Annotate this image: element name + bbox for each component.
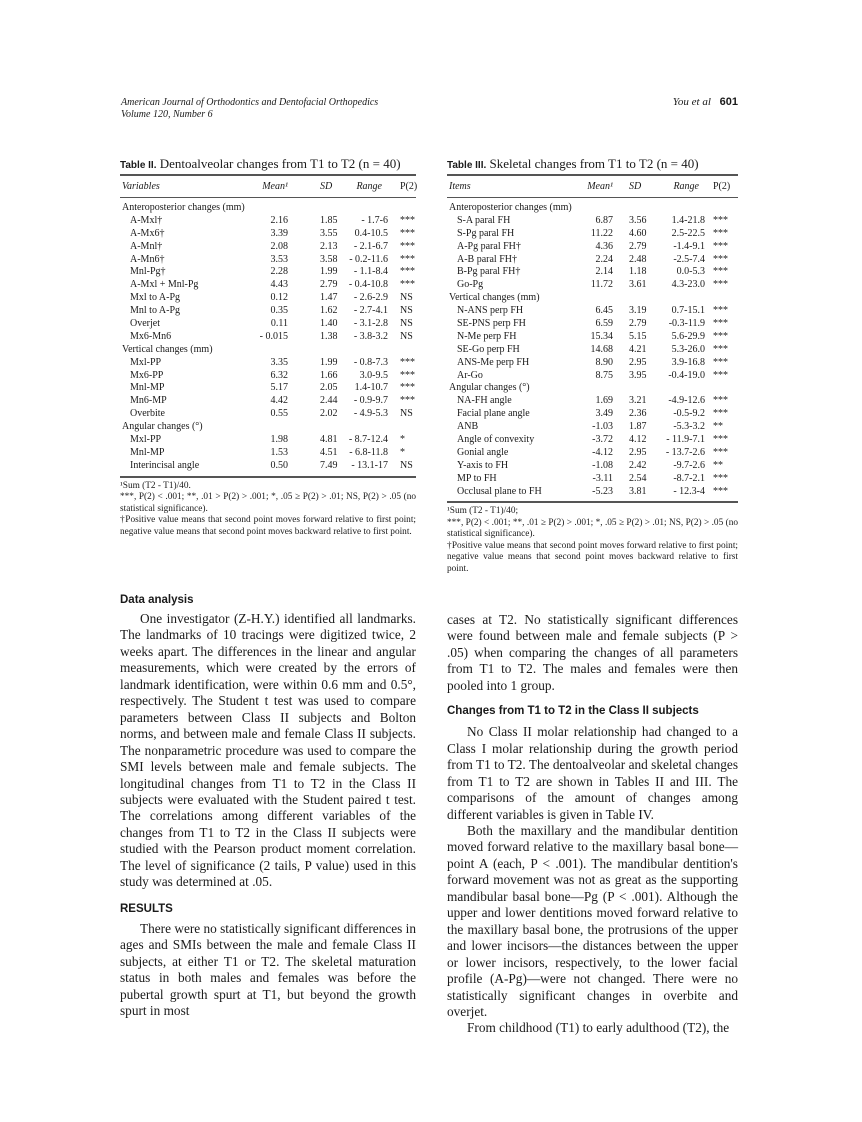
authors: You et al: [672, 96, 711, 108]
table-row: [120, 266, 416, 279]
table-section-row: [120, 421, 416, 434]
sd-value: 1.40: [320, 318, 338, 330]
p-value: NS: [400, 305, 413, 317]
section-label: Anteroposterior changes (mm): [122, 202, 245, 213]
p-value: ***: [713, 434, 728, 446]
table-row: [120, 370, 416, 383]
p-value: ***: [713, 343, 728, 355]
range-value: - 3.1-2.8: [353, 318, 388, 330]
sd-value: 2.79: [320, 279, 338, 291]
table-row: [120, 215, 416, 228]
sd-value: 4.81: [320, 434, 338, 446]
variable-name: S-Pg paral FH: [457, 227, 515, 239]
sd-value: 2.95: [629, 356, 647, 368]
column-header-name: Variables: [122, 181, 160, 192]
p-value: *: [400, 434, 405, 446]
range-value: - 1.1-8.4: [353, 266, 388, 278]
mean-value: 1.69: [595, 395, 613, 407]
variable-name: SE-Go perp FH: [457, 343, 520, 355]
table-row: [120, 254, 416, 267]
section-label: Angular changes (°): [449, 382, 530, 394]
table-row: [120, 318, 416, 331]
column-header-sd: SD: [629, 181, 642, 192]
p-value: ***: [713, 395, 728, 407]
p-value: ***: [400, 214, 415, 226]
p-value: ***: [713, 279, 728, 291]
range-value: -0.3-11.9: [668, 318, 705, 330]
range-value: - 13.1-17: [351, 459, 388, 471]
range-value: - 0.4-10.8: [348, 279, 388, 291]
section-label: Anteroposterior changes (mm): [449, 202, 572, 213]
p-value: ***: [400, 227, 415, 239]
variable-name: B-Pg paral FH†: [457, 266, 521, 278]
mean-value: 6.45: [595, 305, 613, 317]
range-value: 1.4-10.7: [354, 382, 388, 394]
table-row: [120, 434, 416, 447]
section-label: Vertical changes (mm): [122, 343, 213, 355]
table-row: [120, 382, 416, 395]
p-value: ***: [713, 446, 728, 458]
sd-value: 2.36: [629, 408, 647, 420]
range-value: - 0.2-11.6: [349, 253, 388, 265]
table-label: Table II.: [120, 160, 157, 171]
table-row: [447, 486, 738, 499]
sd-value: 5.15: [629, 330, 647, 342]
sd-value: 1.99: [320, 356, 338, 368]
range-value: 2.5-22.5: [671, 227, 705, 239]
mean-value: 2.16: [270, 214, 288, 226]
variable-name: Mx6-PP: [130, 369, 164, 381]
variable-name: A-Mxl + Mnl-Pg: [130, 279, 199, 291]
variable-name: Gonial angle: [457, 446, 509, 458]
range-value: -0.5-9.2: [673, 408, 705, 420]
table-row: [447, 266, 738, 279]
table-row: [120, 331, 416, 344]
sd-value: 2.44: [320, 395, 338, 407]
variable-name: Mnl-MP: [130, 446, 165, 458]
table-row: [120, 408, 416, 421]
p-value: **: [713, 421, 723, 433]
journal-name: American Journal of Orthodontics and Dentofacial Orthopedics: [121, 97, 379, 108]
variable-name: Facial plane angle: [457, 408, 530, 420]
mean-value: 2.08: [270, 240, 288, 252]
sd-value: 1.99: [320, 266, 338, 278]
footnote: ***, P(2) < .001; **, .01 ≥ P(2) > .001; *, .05 ≥ P(2) > .01; NS, P(2) > .05 (no statistical significance).: [447, 517, 738, 540]
p-value: NS: [400, 459, 413, 471]
variable-name: ANS-Me perp FH: [457, 356, 530, 368]
sd-value: 1.62: [320, 305, 338, 317]
range-value: 0.7-15.1: [671, 305, 705, 317]
table-section-row: [120, 202, 416, 215]
p-value: ***: [400, 369, 415, 381]
variable-name: Mxl-PP: [130, 356, 162, 368]
range-value: -9.7-2.6: [673, 459, 705, 471]
sd-value: 3.21: [629, 395, 647, 407]
p-value: ***: [400, 279, 415, 291]
mean-value: 15.34: [590, 330, 613, 342]
table-row: [447, 215, 738, 228]
range-value: 5.6-29.9: [671, 330, 705, 342]
range-value: - 2.6-2.9: [353, 292, 388, 304]
mean-value: 11.72: [590, 279, 613, 291]
p-value: ***: [713, 305, 728, 317]
table-row: [447, 318, 738, 331]
table-row: [447, 408, 738, 421]
range-value: - 6.8-11.8: [349, 446, 388, 458]
p-value: ***: [400, 240, 415, 252]
range-value: -2.5-7.4: [673, 253, 705, 265]
section-heading-changes: Changes from T1 to T2 in the Class II subjects: [447, 705, 699, 718]
variable-name: SE-PNS perp FH: [457, 318, 526, 330]
range-value: - 4.9-5.3: [353, 408, 388, 420]
variable-name: A-Mn6†: [130, 253, 165, 265]
table-row: [447, 228, 738, 241]
mean-value: -1.03: [592, 421, 613, 433]
mean-value: 14.68: [590, 343, 613, 355]
variable-name: A-Mnl†: [130, 240, 163, 252]
table-section-row: [447, 202, 738, 215]
variable-name: Ar-Go: [457, 369, 483, 381]
range-value: - 0.9-9.7: [353, 395, 388, 407]
mean-value: 0.55: [270, 408, 288, 420]
range-value: 5.3-26.0: [671, 343, 705, 355]
table-row: [120, 279, 416, 292]
mean-value: 3.53: [270, 253, 288, 265]
table-row: [120, 292, 416, 305]
p-value: NS: [400, 292, 413, 304]
mean-value: 4.36: [595, 240, 613, 252]
range-value: -4.9-12.6: [668, 395, 705, 407]
range-value: 0.4-10.5: [354, 227, 388, 239]
variable-name: Mnl-MP: [130, 382, 165, 394]
sd-value: 4.21: [629, 343, 647, 355]
table-title: [120, 156, 416, 174]
mean-value: 8.90: [595, 356, 613, 368]
p-value: ***: [400, 356, 415, 368]
sd-value: 1.66: [320, 369, 338, 381]
sd-value: 2.42: [629, 459, 647, 471]
table-row: [447, 460, 738, 473]
p-value: ***: [713, 330, 728, 342]
variable-name: NA-FH angle: [457, 395, 512, 407]
sd-value: 1.87: [629, 421, 647, 433]
paragraph: One investigator (Z-H.Y.) identified all landmarks. The landmarks of 10 tracings were digitized twice, 2 weeks apart. The differences in the linear and angular measurements, which were created by the errors of landmark identification, were within 0.6 mm and 0.5°, respectively. The Student t test was used to compare parameters between Class II subjects and Bolton norms, and between male and female Class II subjects. The nonparametric procedure was used to compare the SMI levels between male and female subjects. The longitudinal changes from T1 to T2 in the Class II subjects were evaluated with the Student paired t test. The correlations among different variables of the changes from T1 to T2 in the Class II subjects were studied with the Pearson product moment correlation. The level of significance (2 tails, P value) used in this study was determined at .05.: [120, 611, 416, 890]
variable-name: N-ANS perp FH: [457, 305, 524, 317]
mean-value: 0.12: [270, 292, 288, 304]
table-row: [447, 447, 738, 460]
table-title: [447, 156, 738, 174]
right-column: [447, 612, 738, 1037]
paragraph: No Class II molar relationship had changed to a Class I molar relationship during the growth period from T1 to T2. The dentoalveolar and skeletal changes from T1 to T2 are shown in Tables II and III. The comparisons of the amount of changes among different variables is given in Table IV.: [447, 724, 738, 822]
mean-value: 0.35: [270, 305, 288, 317]
table-row: [447, 344, 738, 357]
mean-value: -3.72: [592, 434, 613, 446]
sd-value: 2.05: [320, 382, 338, 394]
table-row: [120, 357, 416, 370]
mean-value: 4.42: [270, 395, 288, 407]
range-value: -1.4-9.1: [673, 240, 705, 252]
table-row: [120, 395, 416, 408]
column-header-range: Range: [356, 181, 382, 192]
variable-name: ANB: [457, 421, 479, 433]
p-value: ***: [713, 318, 728, 330]
variable-name: Angle of convexity: [457, 434, 535, 446]
p-value: ***: [713, 356, 728, 368]
table-row: [120, 447, 416, 460]
range-value: - 0.8-7.3: [353, 356, 388, 368]
variable-name: Interincisal angle: [130, 459, 200, 471]
p-value: ***: [713, 408, 728, 420]
mean-value: 6.87: [595, 214, 613, 226]
variable-name: Mxl to A-Pg: [130, 292, 181, 304]
mean-value: 2.28: [270, 266, 288, 278]
sd-value: 3.55: [320, 227, 338, 239]
table-row: [447, 395, 738, 408]
p-value: ***: [400, 382, 415, 394]
footnote: ¹Sum (T2 - T1)/40;: [447, 506, 519, 517]
table-caption: Skeletal changes from T1 to T2 (n = 40): [489, 156, 699, 171]
sd-value: 3.61: [629, 279, 647, 291]
page-number: 601: [719, 96, 738, 108]
table-row: [447, 421, 738, 434]
column-header-mean: Mean¹: [262, 181, 288, 192]
mean-value: 4.43: [270, 279, 288, 291]
p-value: ***: [713, 266, 728, 278]
mean-value: -4.12: [592, 446, 613, 458]
table-footnotes: [447, 503, 738, 575]
table-ii: [120, 156, 416, 538]
sd-value: 4.51: [320, 446, 338, 458]
section-heading-data-analysis: Data analysis: [120, 594, 194, 606]
variable-name: Mx6-Mn6: [130, 330, 172, 342]
p-value: ***: [713, 485, 728, 497]
mean-value: 2.14: [595, 266, 613, 278]
table-row: [120, 241, 416, 254]
range-value: - 2.1-6.7: [353, 240, 388, 252]
mean-value: 2.24: [595, 253, 613, 265]
variable-name: Overbite: [130, 408, 165, 420]
variable-name: Overjet: [130, 318, 160, 330]
journal-volume: Volume 120, Number 6: [121, 109, 213, 120]
variable-name: Mn6-MP: [130, 395, 167, 407]
paragraph: cases at T2. No statistically significant differences were found between male and female subjects (P > .05) when comparing the changes of all parameters from T1 to T2. The males and females were then pooled into 1 group.: [447, 612, 738, 693]
sd-value: 3.56: [629, 214, 647, 226]
column-header-sd: SD: [320, 181, 333, 192]
section-label: Angular changes (°): [122, 421, 203, 433]
variable-name: MP to FH: [457, 472, 497, 484]
mean-value: 6.59: [595, 318, 613, 330]
sd-value: 7.49: [320, 459, 338, 471]
section-heading-results: RESULTS: [120, 902, 173, 915]
mean-value: 3.49: [595, 408, 613, 420]
p-value: ***: [713, 214, 728, 226]
column-header-range: Range: [673, 181, 699, 192]
sd-value: 1.18: [629, 266, 647, 278]
section-label: Vertical changes (mm): [449, 292, 540, 304]
sd-value: 2.13: [320, 240, 338, 252]
mean-value: 5.17: [270, 382, 288, 394]
table-row: [447, 254, 738, 267]
table-row: [447, 434, 738, 447]
mean-value: 0.50: [270, 459, 288, 471]
table-caption: Dentoalveolar changes from T1 to T2 (n = 40): [159, 156, 401, 171]
sd-value: 3.19: [629, 305, 647, 317]
p-value: NS: [400, 408, 413, 420]
variable-name: Mxl-PP: [130, 434, 162, 446]
paragraph: From childhood (T1) to early adulthood (T2), the: [467, 1020, 730, 1036]
table-row: [447, 305, 738, 318]
mean-value: 6.32: [270, 369, 288, 381]
running-header-page: [673, 96, 738, 108]
variable-name: Mnl to A-Pg: [130, 305, 181, 317]
paragraph: Both the maxillary and the mandibular dentition moved forward relative to the maxillary basal bone—point A (each, P < .001). The mandibular dentition's forward movement was not as great as the supporting mandibular basal bone—Pg (P < .001). Although the upper and lower dentitions moved forward relative to the maxillary basal bone, the protrusions of the upper and lower incisors—the distances between the upper or lower incisors, respectively, to the lower facial profile (A-Pg)—were not changed. There were no statistically significant changes in overbite and overjet.: [447, 822, 738, 1019]
sd-value: 1.38: [320, 330, 338, 342]
range-value: -8.7-2.1: [673, 472, 705, 484]
sd-value: 4.60: [629, 227, 647, 239]
variable-name: A-Mxl†: [130, 214, 163, 226]
mean-value: 1.98: [270, 434, 288, 446]
table-section-row: [447, 382, 738, 395]
sd-value: 3.58: [320, 253, 338, 265]
mean-value: 1.53: [270, 446, 288, 458]
footnote: †Positive value means that second point moves forward relative to first point; negative value means that second point moves backward relative to first point.: [447, 540, 738, 574]
footnote: ¹Sum (T2 - T1)/40.: [120, 480, 191, 491]
p-value: ***: [400, 395, 415, 407]
range-value: 0.0-5.3: [676, 266, 705, 278]
mean-value: -1.08: [592, 459, 613, 471]
range-value: 3.9-16.8: [671, 356, 705, 368]
sd-value: 1.47: [320, 292, 338, 304]
mean-value: 3.39: [270, 227, 288, 239]
sd-value: 4.12: [629, 434, 647, 446]
p-value: ***: [713, 253, 728, 265]
range-value: - 8.7-12.4: [348, 434, 388, 446]
variable-name: Mnl-Pg†: [130, 266, 166, 278]
p-value: NS: [400, 318, 413, 330]
table-section-row: [120, 344, 416, 357]
column-header-mean: Mean¹: [587, 181, 613, 192]
left-column: [120, 591, 416, 1019]
table-row: [447, 331, 738, 344]
variable-name: A-B paral FH†: [457, 253, 517, 265]
sd-value: 3.81: [629, 485, 647, 497]
p-value: ***: [713, 227, 728, 239]
table-section-row: [447, 292, 738, 305]
range-value: -5.3-3.2: [673, 421, 705, 433]
p-value: ***: [713, 472, 728, 484]
footnote: †Positive value means that second point moves forward relative to first point; negative value means that second point moves backward relative to first point.: [120, 515, 416, 537]
p-value: ***: [713, 369, 728, 381]
sd-value: 1.85: [320, 214, 338, 226]
p-value: ***: [400, 253, 415, 265]
sd-value: 2.79: [629, 318, 647, 330]
column-header-p: P(2): [713, 181, 731, 192]
mean-value: -3.11: [592, 472, 613, 484]
range-value: 1.4-21.8: [671, 214, 705, 226]
mean-value: 8.75: [595, 369, 613, 381]
variable-name: Y-axis to FH: [457, 459, 509, 471]
table-row: [447, 279, 738, 292]
table-row: [447, 370, 738, 383]
range-value: - 3.8-3.2: [353, 330, 388, 342]
variable-name: S-A paral FH: [457, 214, 511, 226]
variable-name: Go-Pg: [457, 279, 484, 291]
table-header-row: [447, 176, 738, 197]
variable-name: A-Mx6†: [130, 227, 165, 239]
table-footnotes: [120, 478, 416, 539]
mean-value: - 0.015: [259, 330, 288, 342]
sd-value: 2.79: [629, 240, 647, 252]
running-header-journal: [121, 97, 378, 121]
table-row: [120, 228, 416, 241]
table-row: [120, 460, 416, 473]
sd-value: 3.95: [629, 369, 647, 381]
range-value: - 1.7-6: [361, 214, 388, 226]
mean-value: 3.35: [270, 356, 288, 368]
column-header-name: Items: [449, 181, 471, 192]
footnote: ***, P(2) < .001; **, .01 > P(2) > .001; *, .05 ≥ P(2) > .01; NS, P(2) > .05 (no statistical significance).: [120, 492, 416, 514]
variable-name: A-Pg paral FH†: [457, 240, 521, 252]
table-label: Table III.: [447, 160, 487, 171]
range-value: 3.0-9.5: [359, 369, 388, 381]
range-value: - 13.7-2.6: [665, 446, 705, 458]
mean-value: -5.23: [592, 485, 613, 497]
p-value: ***: [713, 240, 728, 252]
range-value: 4.3-23.0: [671, 279, 705, 291]
p-value: ***: [400, 266, 415, 278]
range-value: - 2.7-4.1: [353, 305, 388, 317]
variable-name: Occlusal plane to FH: [457, 485, 542, 497]
paragraph: There were no statistically significant differences in ages and SMIs between the male and female Class II subjects, at either T1 or T2. The skeletal maturation status in both males and females was before the pubertal growth spurt at T1, but beyond the growth spurt in most: [120, 920, 416, 1018]
range-value: -0.4-19.0: [668, 369, 705, 381]
sd-value: 2.48: [629, 253, 647, 265]
sd-value: 2.02: [320, 408, 338, 420]
table-header-row: [120, 176, 416, 197]
table-row: [447, 473, 738, 486]
sd-value: 2.95: [629, 446, 647, 458]
range-value: - 12.3-4: [673, 485, 705, 497]
range-value: - 11.9-7.1: [666, 434, 705, 446]
sd-value: 2.54: [629, 472, 647, 484]
table-row: [447, 241, 738, 254]
table-row: [120, 305, 416, 318]
p-value: **: [713, 459, 723, 471]
mean-value: 11.22: [590, 227, 613, 239]
p-value: NS: [400, 330, 413, 342]
p-value: *: [400, 446, 405, 458]
mean-value: 0.11: [270, 318, 288, 330]
table-row: [447, 357, 738, 370]
table-iii: [447, 156, 738, 575]
column-header-p: P(2): [400, 181, 418, 192]
variable-name: N-Me perp FH: [457, 330, 517, 342]
